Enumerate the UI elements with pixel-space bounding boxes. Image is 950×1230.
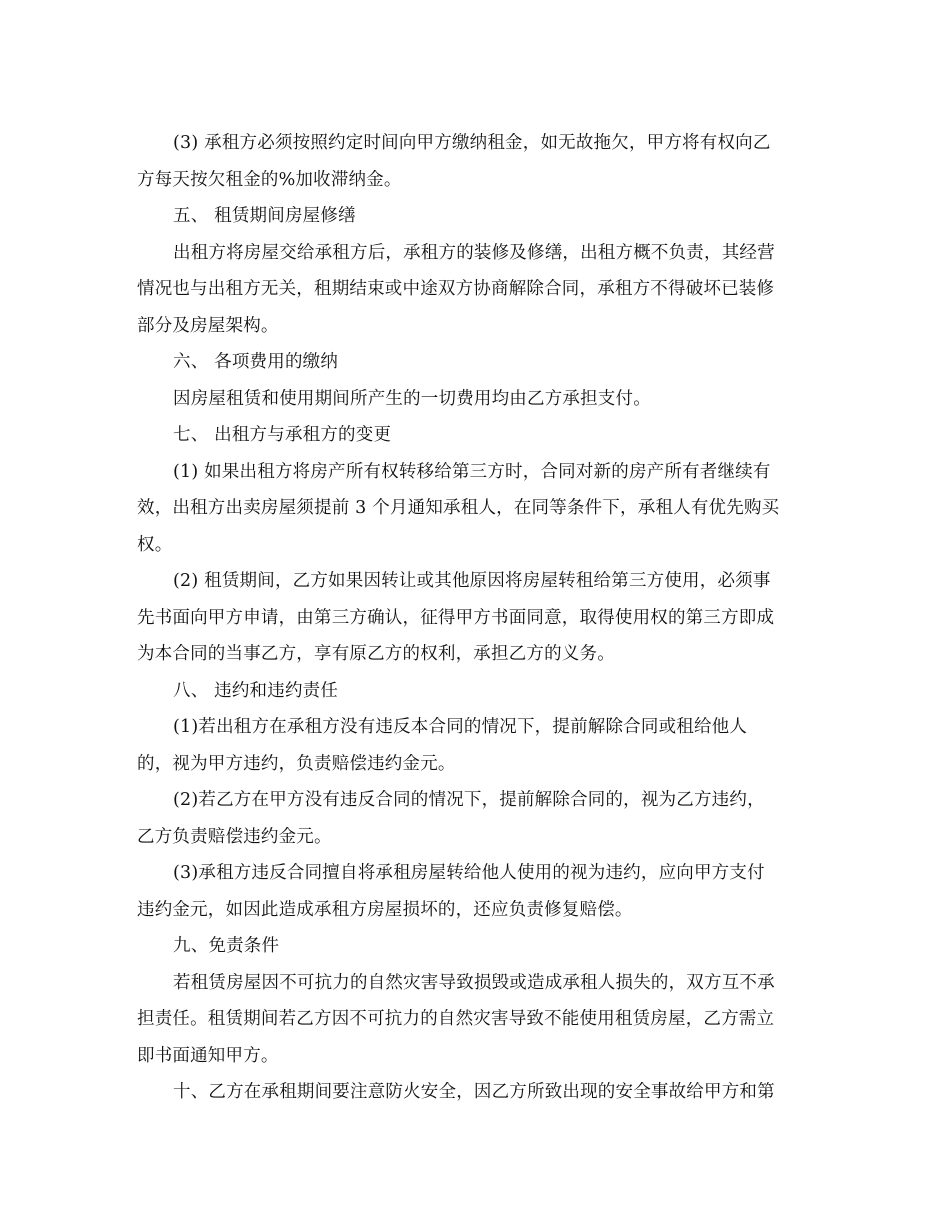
text-line: (3)承租方违反合同擅自将承租房屋转给他人使用的视为违约，应向甲方支付 [173, 863, 765, 883]
text-line: 先书面向甲方申请，由第三方确认，征得甲方书面同意，取得使用权的第三方即成 [137, 607, 775, 628]
text-line: 的，视为甲方违约，负责赔偿违约金元。 [137, 753, 456, 774]
section-heading: 七、 出租方与承租方的变更 [173, 425, 392, 445]
text-line: 因房屋租赁和使用期间所产生的一切费用均由乙方承担支付。 [173, 388, 651, 409]
text-line: 部分及房屋架构。 [137, 315, 279, 336]
section-heading: 九、免责条件 [173, 936, 280, 956]
text-line: (3) 承租方必须按照约定时间向甲方缴纳租金，如无故拖欠，甲方将有权向乙 [173, 133, 771, 153]
text-line: 担责任。租赁期间若乙方因不可抗力的自然灾害导致不能使用租赁房屋，乙方需立 [137, 1009, 775, 1029]
section-heading: 六、 各项费用的缴纳 [173, 352, 339, 372]
text-line: (2) 租赁期间，乙方如果因转让或其他原因将房屋转租给第三方使用，必须事 [173, 571, 771, 591]
text-line: 权。 [137, 534, 173, 555]
text-line: 方每天按欠租金的%加收滞纳金。 [137, 169, 402, 190]
section-heading: 五、 租赁期间房屋修缮 [173, 206, 356, 226]
text-line: (2)若乙方在甲方没有违反合同的情况下，提前解除合同的，视为乙方违约， [173, 790, 765, 810]
text-line: 效，出租方出卖房屋须提前 3 个月通知承租人，在同等条件下，承租人有优先购买 [137, 498, 780, 518]
text-line: (1)若出租方在承租方没有违反本合同的情况下，提前解除合同或租给他人 [173, 717, 748, 737]
text-line: 出租方将房屋交给承租方后，承租方的装修及修缮，出租方概不负责，其经营 [173, 242, 775, 263]
text-line: 即书面通知甲方。 [137, 1045, 279, 1066]
document-body [137, 125, 813, 1111]
section-heading: 八、 违约和违约责任 [173, 680, 339, 701]
text-line: 乙方负责赔偿违约金元。 [137, 826, 332, 847]
text-line: 违约金元，如因此造成承租方房屋损坏的，还应负责修复赔偿。 [137, 899, 633, 920]
text-line: 十、乙方在承租期间要注意防火安全，因乙方所致出现的安全事故给甲方和第 [173, 1082, 775, 1102]
text-line: 为本合同的当事乙方，享有原乙方的权利，承担乙方的义务。 [137, 644, 615, 664]
text-line: (1) 如果出租方将房产所有权转移给第三方时，合同对新的房产所有者继续有 [173, 461, 771, 482]
text-line: 情况也与出租方无关，租期结束或中途双方协商解除合同，承租方不得破坏已装修 [137, 279, 775, 299]
text-line: 若租赁房屋因不可抗力的自然灾害导致损毁或造成承租人损失的，双方互不承 [173, 972, 775, 993]
